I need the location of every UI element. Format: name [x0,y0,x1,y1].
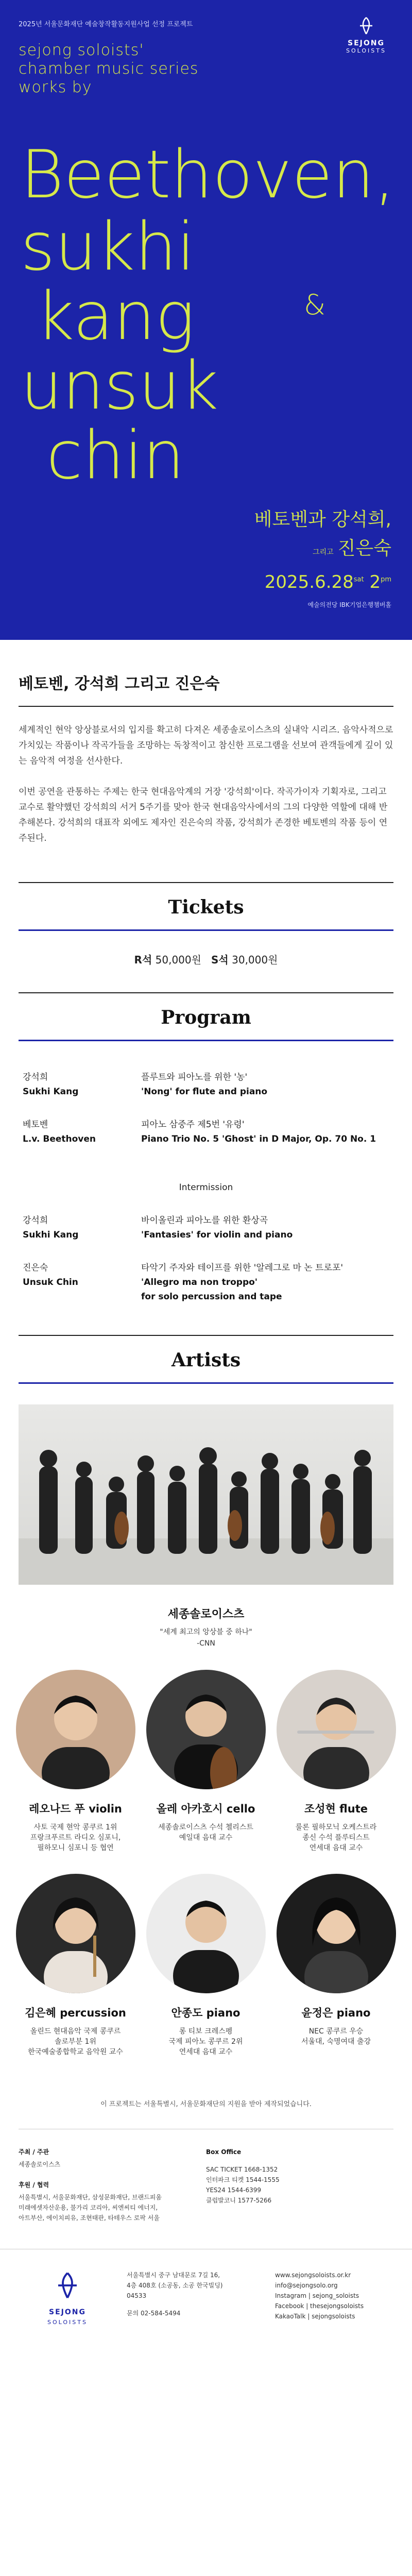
artist-bio [141,1822,271,1843]
artist-bio [271,2026,401,2047]
work-en: 'Allegro ma non troppo' [141,1277,258,1287]
quote-source: -CNN [197,1639,215,1648]
r-seat-price: 50,000원 [155,954,201,966]
tickets-heading-block [19,882,393,931]
work-en: Piano Trio No. 5 'Ghost' in D Major, Op. 70 No. 1 [141,1134,376,1144]
bio-line: 룰론 필하모닉 오케스트라 [295,1823,377,1832]
box-office-line[interactable]: SAC TICKET 1668-1352 [206,2166,278,2173]
address-line: 서울특별시 중구 남대문로 7길 16, [127,2272,220,2279]
intermission: Intermission [179,1182,233,1193]
bio-line: 연세대 음대 교수 [309,1844,363,1852]
artist-card [271,1670,401,1853]
artist-name: 올레 아카호시 cello [156,1803,255,1815]
bio-line: 연세대 음대 교수 [179,2048,233,2056]
program-heading: Program [161,1007,251,1028]
s-seat-label: S석 [211,954,229,966]
divider [19,1335,393,1336]
box-office-label: Box Office [206,2148,242,2156]
portrait-image [16,1670,135,1789]
sejong-logo [343,15,389,54]
kakaotalk-link[interactable]: KakaoTalk | sejongsoloists [275,2313,355,2320]
ensemble-caption [0,1605,412,1649]
bio-line: 솔로부분 1위 [55,2038,96,2046]
artist-card [10,1670,141,1853]
box-office-line[interactable]: 인터파크 티켓 1544-1555 [206,2176,280,2183]
phone-number[interactable]: 문의 02-584-5494 [127,2310,181,2317]
address-line: 04533 [127,2292,147,2299]
artist-name: 레오나드 푸 violin [29,1803,122,1815]
work-kr: 플루트와 피아노를 위한 '농' [141,1072,248,1082]
ensemble-quote [0,1626,412,1649]
sponsor-line: 아트부산, 에이치피유, 조현태판, 타테우스 로팍 서울 [19,2214,160,2222]
box-office-column [206,2147,393,2233]
composer-en: L.v. Beethoven [23,1134,96,1144]
divider [19,882,393,883]
support-notice: 2025년 서울문화재단 예술창작활동지원사업 선정 프로젝트 [19,21,193,28]
bio-line: 사토 국제 현악 콩쿠르 1위 [33,1823,117,1832]
footer-logo [19,2270,116,2328]
divider [19,992,393,993]
instagram-link[interactable]: Instagram | sejong_soloists [275,2292,359,2299]
artist-name: 조성현 flute [304,1803,368,1815]
artist-bio [141,2026,271,2057]
date-day: sat [353,575,364,584]
sponsor-label: 후원 / 협력 [19,2181,49,2189]
website-link[interactable]: www.sejongsoloists.or.kr [275,2272,351,2279]
sejong-emblem-icon [52,2270,83,2301]
composer-kr: 진은숙 [23,1263,48,1273]
divider [19,706,393,707]
bio-line: 예일대 음대 교수 [179,1834,233,1842]
bio-line: 롱 티보 크레스펭 [179,2027,233,2036]
program-list [0,1041,412,1304]
composer-en: Unsuk Chin [23,1277,78,1287]
concert-date [265,572,391,592]
portrait-image [277,1874,396,1993]
series-line: sejong soloists' [19,41,144,59]
organizer-column [19,2147,206,2233]
ticket-prices [0,931,412,987]
headline-sukhi: sukhi [21,209,195,285]
portrait-image [277,1670,396,1789]
venue: 예술의전당 IBK기업은행챔버홀 [307,601,391,608]
headline-beethoven: Beethoven, [21,137,396,213]
footer-address [116,2270,275,2318]
tickets-heading: Tickets [168,896,244,918]
artist-card [141,1874,271,2057]
artist-card [271,1874,401,2057]
date-time: 2 [369,572,381,592]
work-en-continued: for solo percussion and tape [141,1292,282,1302]
bio-line: 올린드 현대음악 국제 콩쿠르 [30,2027,121,2036]
korean-title-second [313,534,391,560]
artist-bio [271,1822,401,1853]
artist-grid [0,1649,412,2078]
bio-line: 종신 수석 플루티스트 [302,1834,370,1842]
portrait-image [146,1874,266,1993]
work-kr: 바이올린과 피아노를 위한 환상곡 [141,1215,268,1226]
headline-unsuk: unsuk [21,348,219,425]
box-office-line[interactable]: YES24 1544-6399 [206,2187,262,2194]
bio-line: 프랑크푸르트 라디오 심포니, [30,1834,121,1842]
artist-card [141,1670,271,1853]
artist-photo [16,1874,135,1993]
composer-kr: 베토벤 [23,1120,48,1130]
date-time-suffix: pm [381,575,391,584]
bio-line: 국제 피아노 콩쿠르 2위 [168,2038,243,2046]
artist-bio [10,1822,141,1853]
work-kr: 타악기 주자와 테이프를 위한 '알레그로 마 논 트로포' [141,1263,344,1273]
artists-heading-block [19,1335,393,1384]
artists-heading: Artists [171,1349,241,1371]
artist-photo [146,1670,266,1789]
sponsor-line: 서울특별시, 서울문화재단, 삼성문화재단, 브랜드피움 [19,2194,162,2201]
organizer-info [0,2129,412,2233]
intro-paragraph: 세계적인 현악 앙상블로서의 입지를 확고히 다져온 세종솔로이스츠의 실내악 시리즈. 음악사적으로 가치있는 작품이나 작곡가들을 조망하는 독창적이고 참신한 프로그램을 선보여 관객들에게 깊이 있는 음악적 여정을 선사한다. [19,725,393,766]
bio-line: 서울대, 숙명여대 출강 [301,2038,371,2046]
portrait-image [146,1670,266,1789]
composer-kr: 강석희 [23,1215,48,1226]
ensemble-group-photo [19,1404,393,1585]
bio-line: 한국예술종합학교 음악원 교수 [28,2048,123,2056]
artist-photo [146,1874,266,1993]
logo-text: SEJONG [348,39,385,47]
logo-subtext: SOLOISTS [346,47,386,54]
footer-logo-text: SEJONG [49,2308,86,2316]
program-heading-block [19,992,393,1041]
footer [0,2249,412,2348]
program-item [23,1213,389,1242]
composer-en: Sukhi Kang [23,1230,79,1240]
headline-chin: chin [46,417,185,494]
sponsor-line: 미래에셋자산운용, 불가리 코리아, 씨엔씨티 에너지, [19,2204,158,2211]
host-label: 주최 / 주관 [19,2148,49,2156]
sejong-emblem-icon [356,15,376,36]
series-title [19,41,199,97]
facebook-link[interactable]: Facebook | thesejongsoloists [275,2302,364,2310]
work-en: 'Fantasies' for violin and piano [141,1230,293,1240]
quote-text: "세계 최고의 앙상블 중 하나" [160,1628,252,1636]
bio-line: NEC 콩쿠르 우승 [308,2027,364,2036]
composer-en: Sukhi Kang [23,1087,79,1097]
host-name: 세종솔로이스츠 [19,2161,61,2168]
intro-title: 베토벤, 강석희 그리고 진은숙 [19,675,220,693]
address-line: 4층 408호 (소공동, 소공 한국빌딩) [127,2282,223,2289]
artist-photo [277,1670,396,1789]
r-seat-label: R석 [134,954,152,966]
ensemble-name: 세종솔로이스츠 [167,1608,245,1621]
support-credit: 이 프로젝트는 서울특별시, 서울문화재단의 지원을 받아 제작되었습니다. [19,2098,393,2129]
artist-photo [277,1874,396,1993]
intro-section [0,640,412,846]
korean-title-conjunction: 그리고 [313,548,334,556]
headline-ampersand: & [304,289,326,321]
program-item [23,1261,389,1304]
footer-logo-subtext: SOLOISTS [47,2319,88,2326]
korean-title: 베토벤과 강석희, [254,509,391,530]
heading-underline [19,1382,393,1384]
composer-kr: 강석희 [23,1072,48,1082]
artist-name: 윤정은 piano [301,2007,371,2019]
series-line: works by [19,78,92,96]
bio-line: 필하모니 심포니 등 협연 [37,1844,114,1852]
footer-contacts [275,2270,393,2321]
artist-photo [16,1670,135,1789]
ensemble-silhouettes-image [19,1404,393,1585]
email-link[interactable]: info@sejongsolo.org [275,2282,338,2289]
program-item [23,1070,389,1099]
artist-name: 김은혜 percussion [25,2007,126,2019]
series-line: chamber music series [19,60,199,78]
box-office-line[interactable]: 클럽발코니 1577-5266 [206,2197,272,2204]
artist-card [10,1874,141,2057]
hero-poster [0,0,412,640]
portrait-image [16,1874,135,1993]
date-value: 2025.6.28 [264,572,354,592]
headline-kang: kang [36,278,195,355]
program-item [23,1117,389,1146]
artist-name: 안종도 piano [171,2007,241,2019]
work-kr: 피아노 삼중주 제5번 '유령' [141,1120,245,1130]
s-seat-price: 30,000원 [232,954,278,966]
korean-title-name: 진은숙 [337,538,391,559]
work-en: 'Nong' for flute and piano [141,1087,268,1097]
artist-bio [10,2026,141,2057]
bio-line: 세종솔로이스츠 수석 첼리스트 [158,1823,253,1832]
intro-paragraph: 이번 공연을 관통하는 주제는 한국 현대음악계의 거장 '강석희'이다. 작곡가이자 기획자로, 그리고 교수로 활약했던 강석희의 서거 5주기를 맞아 한국 현대음악사에서의 그의 다양한 역할에 대해 반추해본다. 강석희의 대표작 외에도 제자인 진은숙의 작품, 강석희가 존경한 베토벤의 작품 등이 연주된다. [19,787,388,843]
